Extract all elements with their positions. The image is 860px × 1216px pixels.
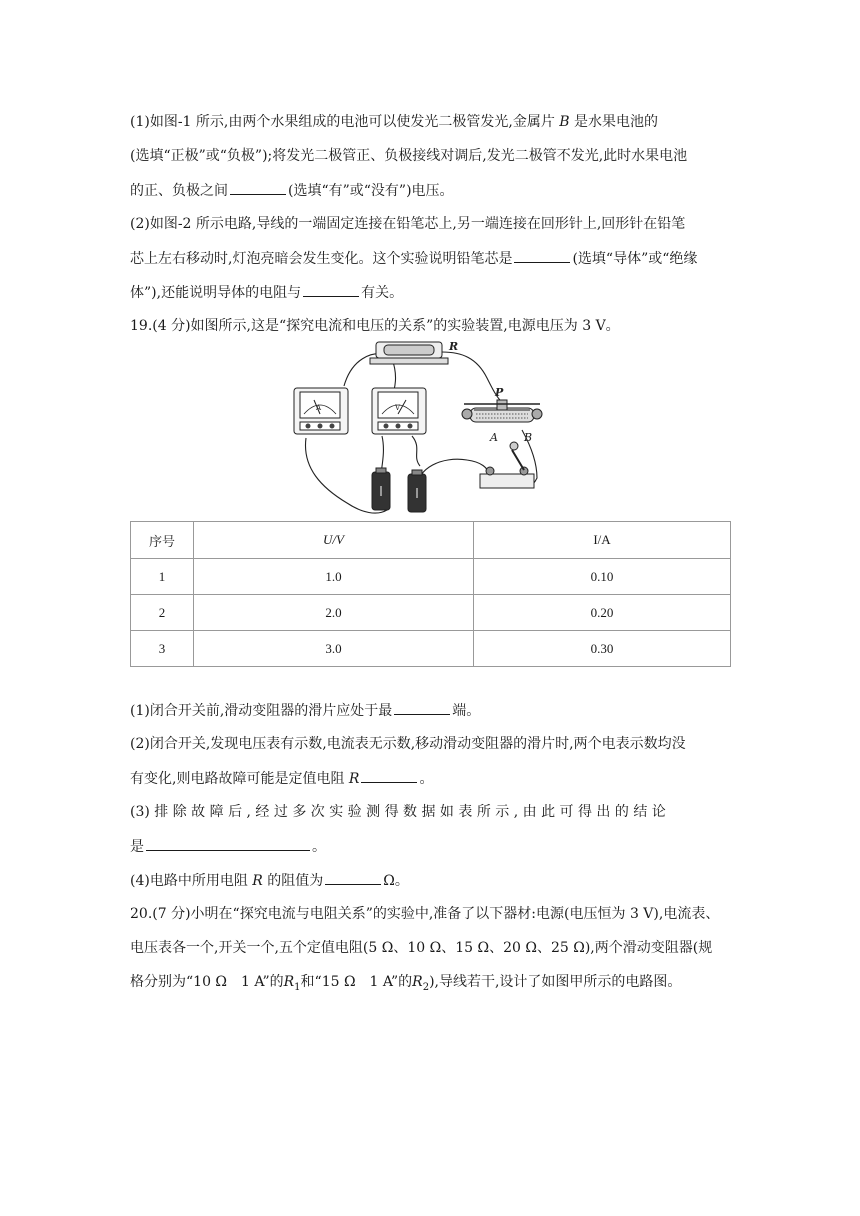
text: 和“15 Ω 1 A”的 <box>300 974 413 990</box>
text: (2)如图-2 所示电路,导线的一端固定连接在铅笔芯上,另一端连接在回形针上,回形针在铅笔 <box>130 216 686 232</box>
q19-sub3-line1 <box>130 802 732 822</box>
cell: 2 <box>131 595 194 631</box>
q19-sub2-line2 <box>130 768 732 789</box>
wire <box>442 352 502 402</box>
table-row <box>131 595 731 631</box>
q19-sub4 <box>130 870 732 891</box>
q19-sub2-line1 <box>130 734 732 754</box>
label-b: B <box>524 431 533 444</box>
text: (选填“正极”或“负极”);将发光二极管正、负极接线对调后,发光二极管不发光,此时水果电池 <box>130 148 688 164</box>
data-table <box>130 521 731 667</box>
answer-blank[interactable] <box>394 700 450 715</box>
table-row <box>131 559 731 595</box>
q19-sub3-line2 <box>130 836 732 857</box>
variable-r: R <box>252 873 263 889</box>
cell: 1 <box>131 559 194 595</box>
q18-part1-line2 <box>130 146 732 166</box>
cell: 2.0 <box>194 595 474 631</box>
text: 体”),还能说明导体的电阻与 <box>130 285 302 301</box>
q19-sub1 <box>130 700 732 721</box>
subscript: 2 <box>422 981 430 993</box>
subscript: 1 <box>294 981 301 993</box>
table-header-row <box>131 522 731 559</box>
answer-blank[interactable] <box>303 282 359 297</box>
q20-line3 <box>130 972 732 998</box>
text: (2)闭合开关,发现电压表有示数,电流表无示数,移动滑动变阻器的滑片时,两个电表示数均没 <box>130 736 686 752</box>
label-a: A <box>490 431 498 444</box>
text: (3) 排 除 故 障 后 , 经 过 多 次 实 验 测 得 数 据 如 表 所 示 , 由 此 可 得 出 的 结 论 <box>130 804 666 820</box>
variable-b: B <box>559 114 570 130</box>
q18-part1-line1 <box>130 112 732 132</box>
text: 20.(7 分)小明在“探究电流与电阻关系”的实验中,准备了以下器材:电源(电压恒为 3 V),电流表、 <box>130 906 720 922</box>
wire <box>412 436 420 466</box>
text: 的正、负极之间 <box>130 183 228 199</box>
text: 。 <box>419 771 434 787</box>
header-index: 序号 <box>131 522 194 559</box>
cell: 1.0 <box>194 559 474 595</box>
wire <box>417 459 490 488</box>
q20-line1 <box>130 904 732 924</box>
cell: 0.20 <box>474 595 731 631</box>
text: 是水果电池的 <box>574 114 659 130</box>
text: 有关。 <box>361 285 404 301</box>
q18-part2-line1 <box>130 214 732 234</box>
cell: 3.0 <box>194 631 474 667</box>
variable-r: R <box>348 771 360 787</box>
text: Ω。 <box>383 873 409 889</box>
text: 是 <box>130 839 144 855</box>
q20-line2 <box>130 938 732 958</box>
resistor-r <box>370 342 448 364</box>
switch <box>480 442 534 488</box>
answer-blank[interactable] <box>325 870 381 885</box>
text: 端。 <box>452 703 481 719</box>
answer-blank[interactable] <box>230 180 286 195</box>
header-voltage: U/V <box>194 522 474 559</box>
header-current: I/A <box>474 522 731 559</box>
answer-blank[interactable] <box>146 836 310 851</box>
text: 的阻值为 <box>267 873 324 889</box>
text: (1)如图-1 所示,由两个水果组成的电池可以使发光二极管发光,金属片 <box>130 114 555 130</box>
q18-part2-line3 <box>130 282 732 303</box>
answer-blank[interactable] <box>514 248 570 263</box>
cell: 3 <box>131 631 194 667</box>
text: (1)闭合开关前,滑动变阻器的滑片应处于最 <box>130 703 393 719</box>
circuit-apparatus-figure <box>292 338 552 518</box>
text: 电压表各一个,开关一个,五个定值电阻(5 Ω、10 Ω、15 Ω、20 Ω、25 Ω),两个滑动变阻器(规 <box>130 940 713 956</box>
table-row <box>131 631 731 667</box>
text: 芯上左右移动时,灯泡亮暗会发生变化。这个实验说明铅笔芯是 <box>130 251 513 267</box>
variable-r2: R <box>412 974 423 990</box>
text: (选填“导体”或“绝缘 <box>572 251 698 267</box>
battery-2 <box>408 470 426 512</box>
cell: 0.30 <box>474 631 731 667</box>
battery-1 <box>372 468 390 510</box>
ammeter-symbol: A <box>316 404 322 412</box>
sliding-rheostat <box>462 400 542 422</box>
text: 有变化,则电路故障可能是定值电阻 <box>130 771 345 787</box>
text: (4)电路中所用电阻 <box>130 873 248 889</box>
text: ),导线若干,设计了如图甲所示的电路图。 <box>429 974 682 990</box>
cell: 0.10 <box>474 559 731 595</box>
voltmeter-symbol: V <box>395 404 401 412</box>
text: 。 <box>312 839 326 855</box>
q18-part2-line2 <box>130 248 732 269</box>
variable-r1: R <box>283 974 295 990</box>
text: (选填“有”或“没有”)电压。 <box>288 183 454 199</box>
label-p: P <box>495 386 504 399</box>
answer-blank[interactable] <box>361 768 417 783</box>
q18-part1-line3 <box>130 180 732 201</box>
label-r: R <box>449 340 459 353</box>
text: 格分别为“10 Ω 1 A”的 <box>130 974 284 990</box>
q19-stem <box>130 316 732 336</box>
text: 19.(4 分)如图所示,这是“探究电流和电压的关系”的实验装置,电源电压为 3 V。 <box>130 318 620 334</box>
